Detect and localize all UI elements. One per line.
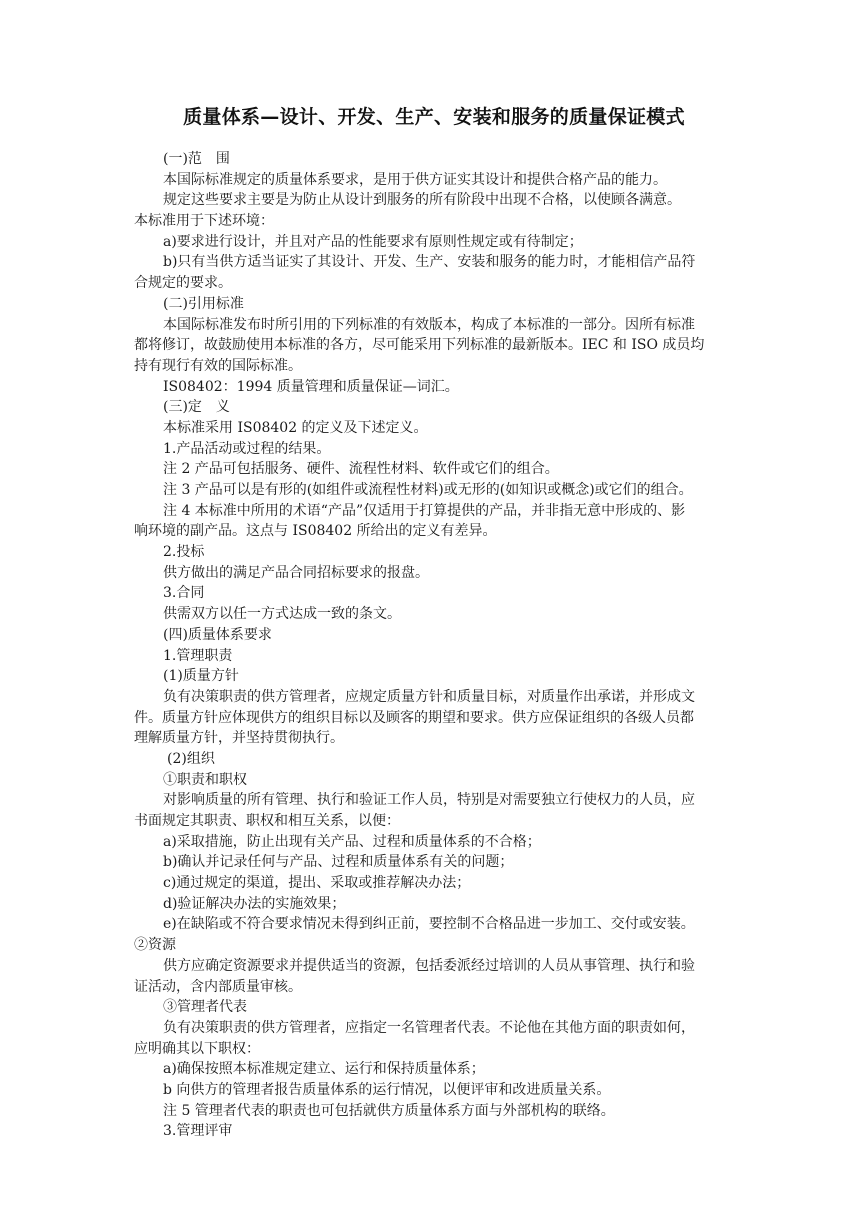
text-line: b)只有当供方适当证实了其设计、开发、生产、安装和服务的能力时，才能相信产品符 [163, 254, 696, 271]
text-line: (1)质量方针 [163, 668, 239, 685]
text-line: d)验证解决办法的实施效果； [163, 895, 346, 912]
text-line: 规定这些要求主要是为防止从设计到服务的所有阶段中出现不合格，以使顾各满意。 [163, 192, 681, 209]
text-line: 应明确其以下职权： [134, 1040, 260, 1057]
text-line: 负有决策职责的供方管理者，应指定一名管理者代表。不论他在其他方面的职责如何， [163, 1019, 695, 1036]
text-line: b 向供方的管理者报告质量体系的运行情况，以便评审和改进质量关系。 [163, 1081, 611, 1098]
text-line: a)采取措施，防止出现有关产品、过程和质量体系的不合格； [163, 833, 541, 850]
text-line: 本国际标准规定的质量体系要求，是用于供方证实其设计和提供合格产品的能力。 [163, 171, 667, 188]
text-line: 供需双方以任一方式达成一致的条文。 [163, 606, 401, 623]
text-line: (二)引用标准 [163, 295, 244, 312]
text-line: 本标准用于下述环境： [134, 213, 274, 230]
text-line: IS08402：1994 质量管理和质量保证—词汇。 [163, 378, 459, 395]
text-line: 合规定的要求。 [134, 275, 232, 292]
text-line: 持有现行有效的国际标准。 [134, 357, 302, 374]
text-line: 1.管理职责 [163, 647, 233, 664]
text-line: ③管理者代表 [163, 999, 247, 1016]
text-line: (四)质量体系要求 [163, 626, 272, 643]
text-line: e)在缺陷或不符合要求情况未得到纠正前，要控制不合格品进一步加工、交付或安装。 [163, 916, 695, 933]
text-line: 3.合同 [163, 585, 205, 602]
text-line: 3.管理评审 [163, 1123, 233, 1140]
text-line: (2)组织 [167, 750, 215, 767]
text-line: 供方做出的满足产品合同招标要求的报盘。 [163, 564, 429, 581]
text-line: c)通过规定的渠道，提出、采取或推荐解决办法； [163, 875, 471, 892]
text-line: 本国际标准发布时所引用的下列标准的有效版本，构成了本标准的一部分。因所有标准 [163, 316, 695, 333]
text-line: 注 5 管理者代表的职责也可包括就供方质量体系方面与外部机构的联络。 [163, 1102, 615, 1119]
text-line: 证活动，含内部质量审核。 [134, 978, 302, 995]
text-line: 响环境的副产品。这点与 IS08402 所给出的定义有差异。 [134, 523, 497, 540]
text-line: 都将修订，故鼓励使用本标准的各方，尽可能采用下列标准的最新版本。IEC 和 ISO 成员均 [134, 337, 705, 354]
text-line: 注 4 本标准中所用的术语“产品”仅适用于打算提供的产品，并非指无意中形成的、影 [163, 502, 686, 519]
text-line: a)要求进行设计，并且对产品的性能要求有原则性规定或有待制定； [163, 233, 583, 250]
text-line: b)确认并记录任何与产品、过程和质量体系有关的问题； [163, 854, 514, 871]
text-line: ①职责和职权 [163, 771, 247, 788]
text-line: 本标准采用 IS08402 的定义及下述定义。 [163, 419, 428, 436]
text-line: (一)范 围 [163, 151, 230, 167]
text-line: ②资源 [134, 937, 176, 954]
text-line: 件。质量方针应体现供方的组织目标以及顾客的期望和要求。供方应保证组织的各级人员都 [134, 709, 694, 726]
text-line: 负有决策职责的供方管理者，应规定质量方针和质量目标，对质量作出承诺，并形成文 [163, 688, 695, 705]
text-line: 1.产品活动或过程的结果。 [163, 440, 331, 457]
text-line: 注 3 产品可以是有形的(如组件或流程性材料)或无形的(如知识或概念)或它们的组合。 [163, 482, 693, 498]
text-line: 2.投标 [163, 544, 205, 561]
text-line: (三)定 义 [163, 399, 230, 416]
text-line: 对影响质量的所有管理、执行和验证工作人员，特别是对需要独立行使权力的人员，应 [163, 792, 695, 809]
text-line: 理解质量方针，并坚持贯彻执行。 [134, 730, 344, 747]
document-body [134, 149, 744, 1142]
text-line: a)确保按照本标准规定建立、运行和保持质量体系； [163, 1061, 485, 1078]
text-line: 供方应确定资源要求并提供适当的资源，包括委派经过培训的人员从事管理、执行和验 [163, 957, 695, 974]
text-line: 书面规定其职责、职权和相互关系，以便： [134, 813, 400, 829]
text-line: 注 2 产品可包括服务、硬件、流程性材料、软件或它们的组合。 [163, 461, 559, 478]
document-title: 质量体系—设计、开发、生产、安装和服务的质量保证模式 [183, 106, 685, 128]
